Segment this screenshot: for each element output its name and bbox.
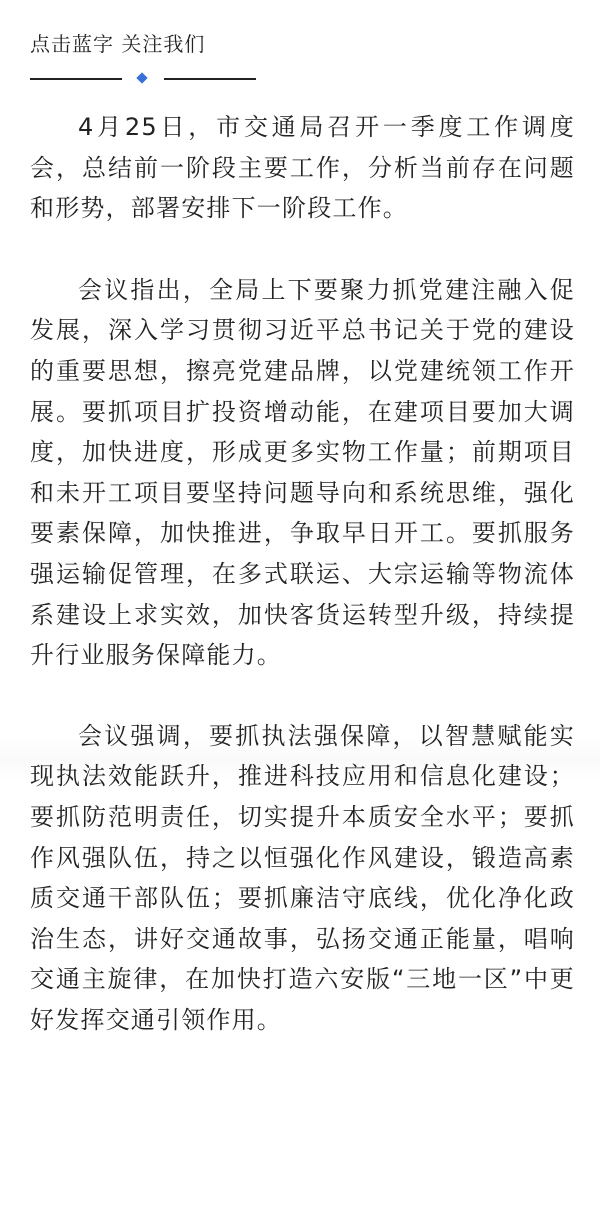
article-body <box>30 107 575 1040</box>
article-paragraph-2: 会议指出，全局上下要聚力抓党建注融入促发展，深入学习贯彻习近平总书记关于党的建设的重要思想，擦亮党建品牌，以党建统领工作开展。要抓项目扩投资增动能，在建项目要加大调度，加快进度，形成更多实物工作量；前期项目和未开工项目要坚持问题导向和系统思维，强化要素保障，加快推进，争取早日开工。要抓服务强运输促管理，在多式联运、大宗运输等物流体系建设上求实效，加快客货运转型升级，持续提升行业服务保障能力。 <box>30 275 575 670</box>
divider-left-line <box>30 78 122 80</box>
article-paragraph-1: 4月25日，市交通局召开一季度工作调度会，总结前一阶段主要工作，分析当前存在问题和形势，部署安排下一阶段工作。 <box>30 113 575 223</box>
diamond-icon <box>136 72 147 83</box>
header-divider <box>30 74 256 84</box>
article-paragraph-3: 会议强调，要抓执法强保障，以智慧赋能实现执法效能跃升，推进科技应用和信息化建设；要抓防范明责任，切实提升本质安全水平；要抓作风强队伍，持之以恒强化作风建设，锻造高素质交通干部队伍；要抓廉洁守底线，优化净化政治生态，讲好交通故事，弘扬交通正能量，唱响交通主旋律，在加快打造六安版“三地一区”中更好发挥交通引领作用。 <box>30 721 575 1034</box>
divider-right-line <box>164 78 256 80</box>
follow-prompt[interactable]: 点击蓝字 关注我们 <box>30 32 206 56</box>
follow-header[interactable] <box>30 30 270 58</box>
